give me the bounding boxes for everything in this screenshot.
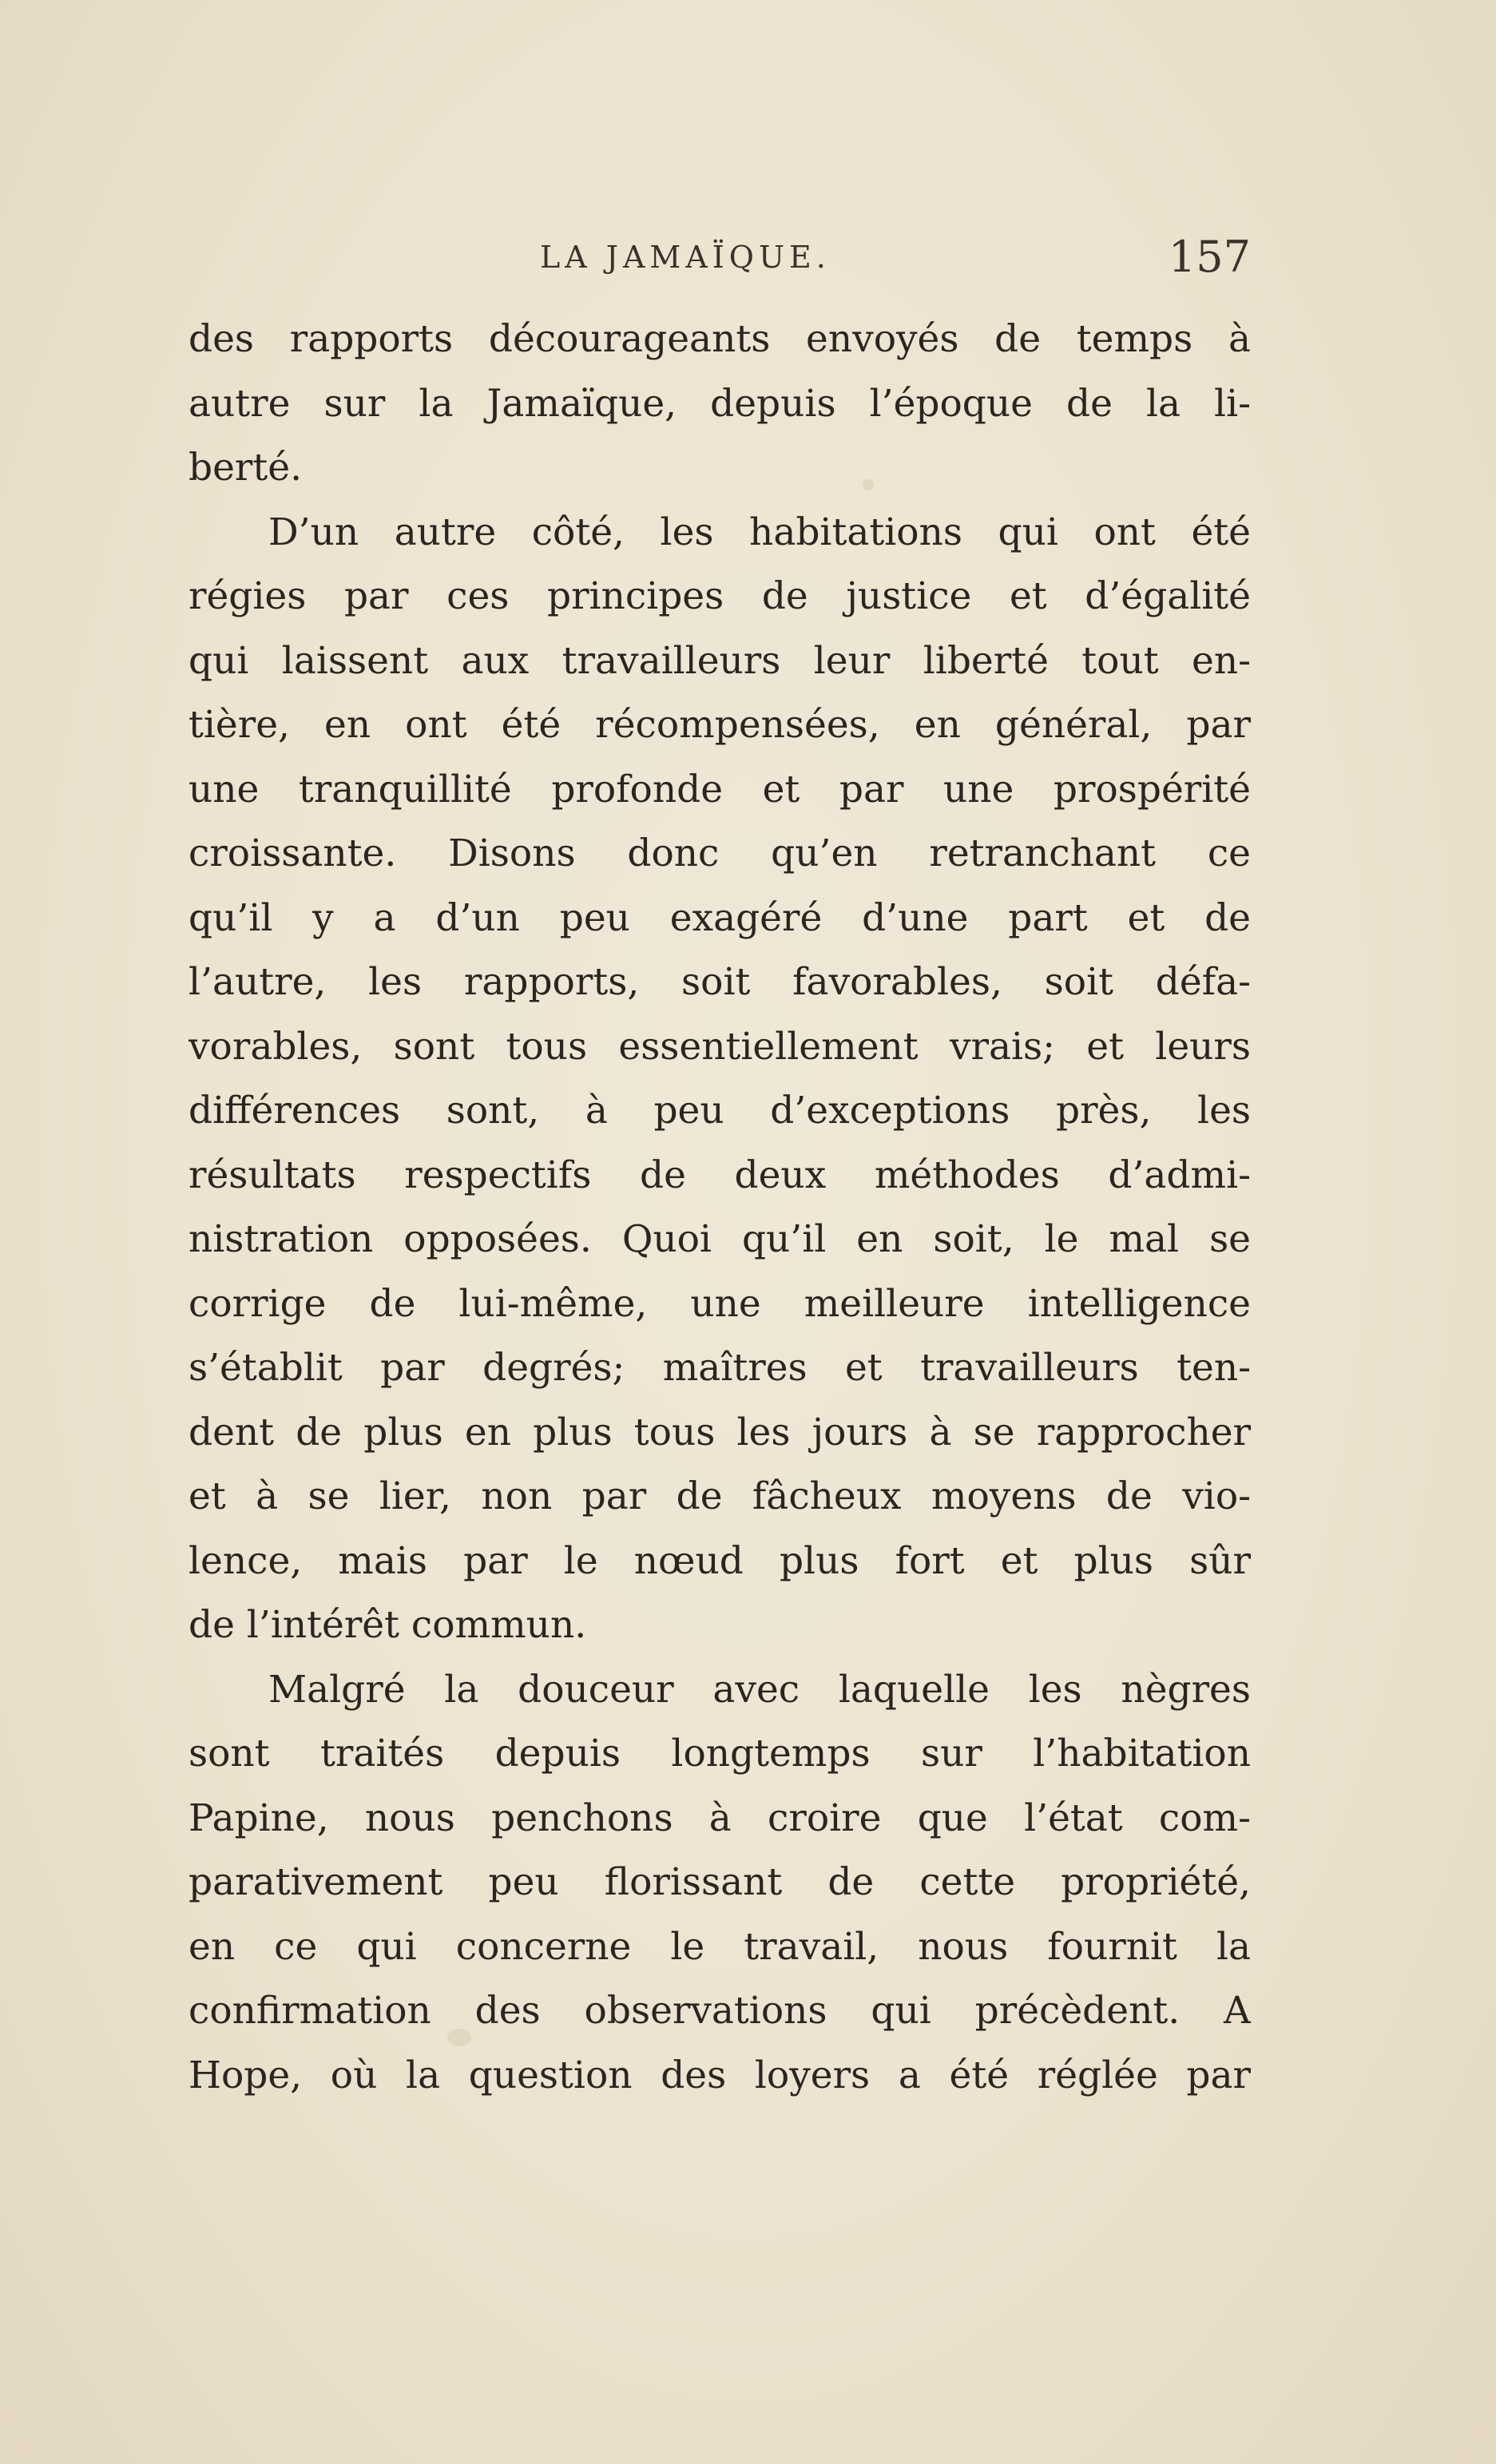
text-line: une tranquillité profonde et par une prospérité bbox=[188, 767, 1251, 811]
text-line: différences sont, à peu d’exceptions près, les bbox=[188, 1089, 1251, 1133]
text-line: nistration opposées. Quoi qu’il en soit, le mal se bbox=[188, 1217, 1251, 1261]
text-line: Papine, nous penchons à croire que l’état com- bbox=[188, 1795, 1251, 1840]
paragraph-start-line: D’un autre côté, les habitations qui ont été bbox=[268, 510, 1251, 554]
text-line: confirmation des observations qui précèdent. A bbox=[188, 1989, 1251, 2033]
text-line: lence, mais par le nœud plus fort et plus sûr bbox=[188, 1538, 1251, 1583]
text-line: sont traités depuis longtemps sur l’habitation bbox=[188, 1732, 1251, 1776]
text-line: croissante. Disons donc qu’en retranchant ce bbox=[188, 831, 1251, 875]
running-title: LA JAMAÏQUE. bbox=[540, 240, 831, 275]
text-line: autre sur la Jamaïque, depuis l’époque de la li- bbox=[188, 381, 1251, 426]
text-line: tière, en ont été récompensées, en général, par bbox=[188, 703, 1251, 747]
text-line: berté. bbox=[188, 446, 303, 490]
text-line: qui laissent aux travailleurs leur liberté tout en- bbox=[188, 638, 1251, 683]
page-number: 157 bbox=[1168, 232, 1251, 282]
text-line: en ce qui concerne le travail, nous fournit la bbox=[188, 1924, 1251, 1969]
text-line: s’établit par degrés; maîtres et travailleurs ten- bbox=[188, 1346, 1251, 1390]
paragraph-start-line: Malgré la douceur avec laquelle les nègres bbox=[268, 1667, 1251, 1712]
text-line: des rapports décourageants envoyés de temps à bbox=[188, 317, 1251, 361]
text-line: et à se lier, non par de fâcheux moyens de vio- bbox=[188, 1474, 1251, 1518]
text-line: dent de plus en plus tous les jours à se rapprocher bbox=[188, 1410, 1251, 1454]
text-line: Hope, où la question des loyers a été réglée par bbox=[188, 2053, 1251, 2097]
text-line: résultats respectifs de deux méthodes d’admi- bbox=[188, 1153, 1251, 1197]
text-line: vorables, sont tous essentiellement vrais; et leurs bbox=[188, 1024, 1251, 1069]
text-line: l’autre, les rapports, soit favorables, soit défa- bbox=[188, 960, 1251, 1004]
text-line: régies par ces principes de justice et d’égalité bbox=[188, 574, 1251, 618]
running-head bbox=[188, 232, 1251, 288]
text-line: de l’intérêt commun. bbox=[188, 1603, 587, 1647]
text-line: corrige de lui-même, une meilleure intelligence bbox=[188, 1281, 1251, 1326]
body-text bbox=[188, 308, 1251, 2108]
text-line: qu’il y a d’un peu exagéré d’une part et de bbox=[188, 895, 1251, 940]
text-line: parativement peu florissant de cette propriété, bbox=[188, 1860, 1251, 1904]
